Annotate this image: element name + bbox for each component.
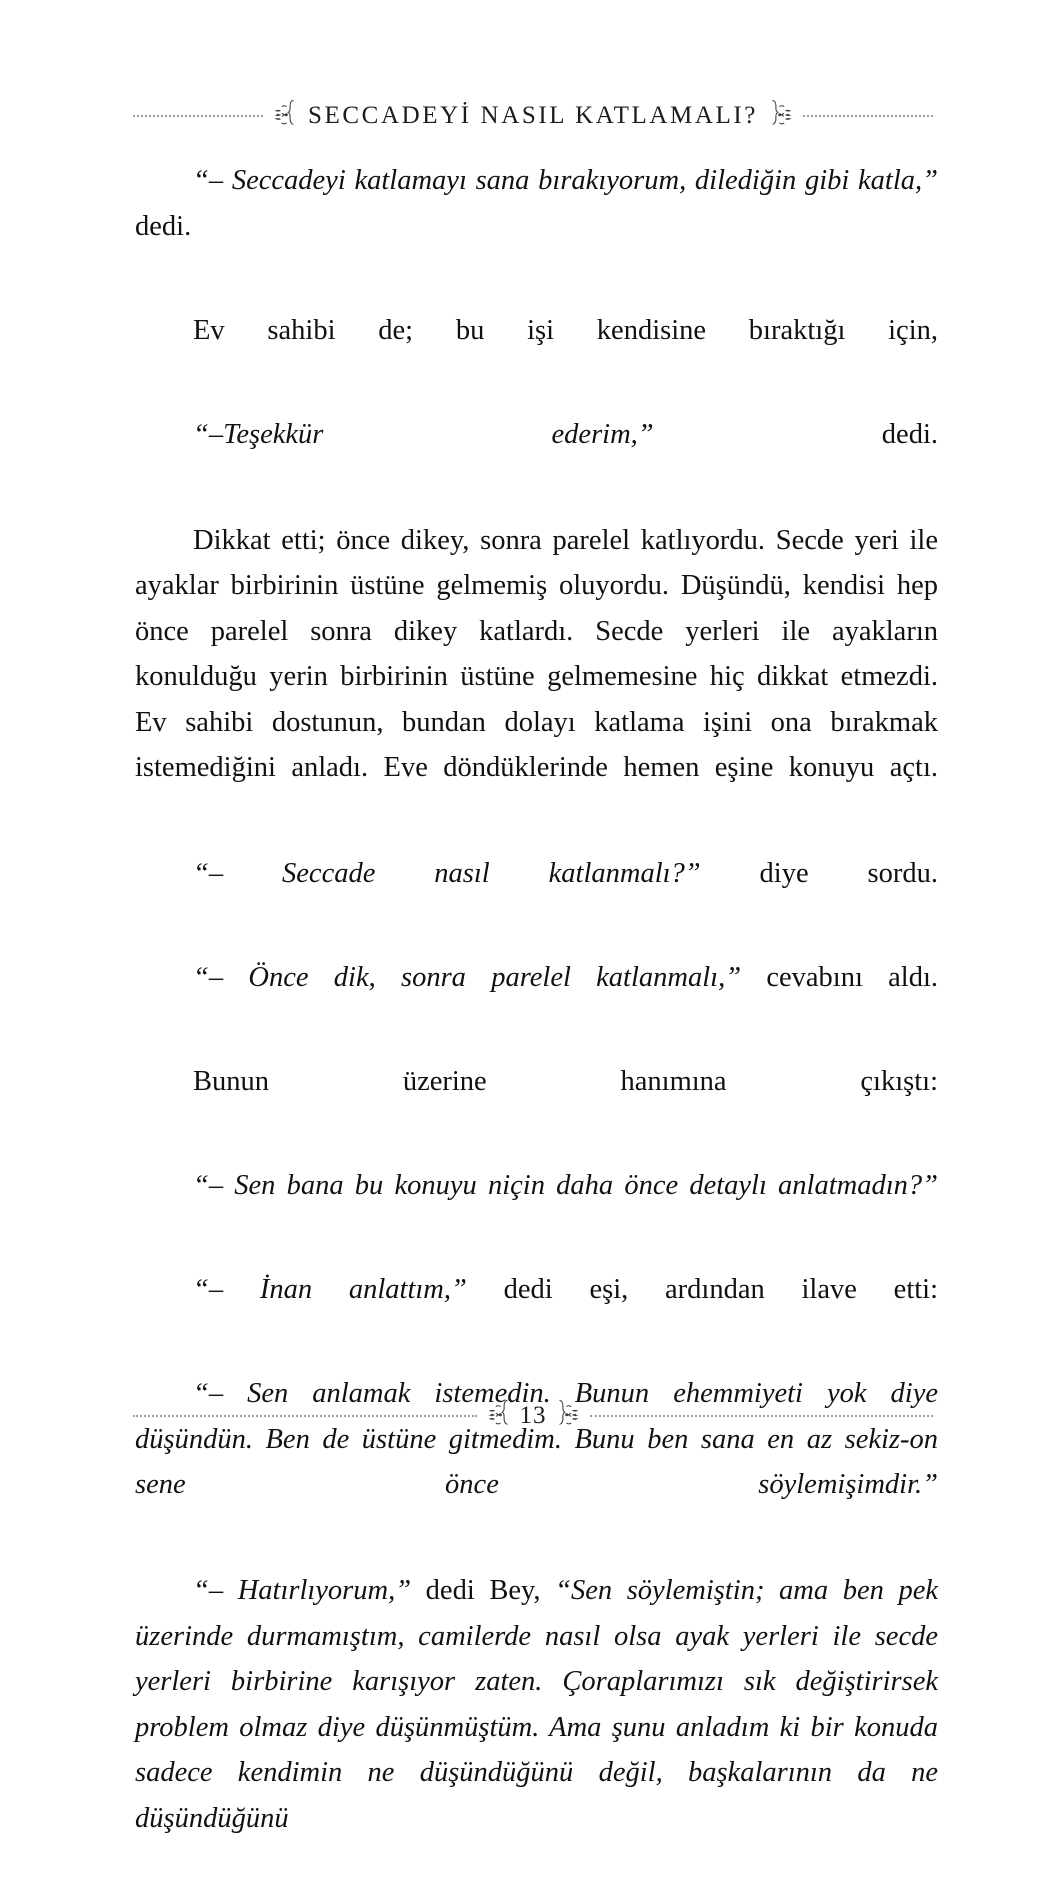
paragraph-1 — [135, 158, 938, 295]
paragraph-6 — [135, 955, 938, 1046]
paragraph-11 — [135, 1568, 938, 1887]
running-head — [133, 92, 933, 138]
page-footer — [133, 1392, 933, 1438]
fleuron-brace-right-icon — [767, 98, 793, 132]
footer-rule-left — [133, 1414, 477, 1417]
header-rule-left — [133, 114, 263, 117]
body-text-column — [135, 158, 938, 1887]
page-title: SECCADEYİ NASIL KATLAMALI? — [308, 101, 758, 129]
paragraph-11-attribution: dedi Bey, — [411, 1575, 556, 1606]
paragraph-9-quote: “– İnan anlattım,” — [193, 1274, 467, 1305]
page-number: 13 — [519, 1401, 547, 1429]
paragraph-7: Bunun üzerine hanımına çıkıştı: — [193, 1066, 938, 1097]
paragraph-6-attribution: cevabını aldı. — [741, 962, 938, 993]
paragraph-8: “– Sen bana bu konuyu niçin daha önce detaylı anlatmadın?” — [193, 1170, 938, 1201]
header-center-group — [263, 98, 803, 132]
paragraph-11-quote-body: “Sen söylemiştin; ama ben pek üzerinde durmamıştım, camilerde nasıl olsa ayak yerleri ile secde yerleri birbirine karışıyor zaten. Çoraplarımızı sık değiştirirsek problem olmaz diye düşünmüştüm. Ama şunu anladım ki bir konuda sadece kendimin ne düşündüğünü değil, başkalarının da ne düşündüğünü — [135, 1575, 938, 1834]
footer-fleuron-brace-left-icon — [487, 1398, 513, 1432]
fleuron-brace-left-icon — [273, 98, 299, 132]
paragraph-10: “– Sen anlamak istemedin. Bunun ehemmiyeti yok diye düşündün. Ben de üstüne gitmedim. Bunu ben sana en az sekiz-on sene önce söylemişimdir.” — [135, 1378, 938, 1500]
paragraph-9-attribution: dedi eşi, ardından ilave etti: — [466, 1274, 938, 1305]
footer-fleuron-brace-right-icon — [554, 1398, 580, 1432]
header-rule-right — [803, 114, 933, 117]
paragraph-1-quote: “– Seccadeyi katlamayı sana bırakıyorum, dilediğin gibi katla,” — [193, 165, 938, 196]
paragraph-3 — [135, 412, 938, 503]
footer-rule-right — [590, 1414, 934, 1417]
paragraph-4: Dikkat etti; önce dikey, sonra parelel katlıyordu. Secde yeri ile ayaklar birbirinin üstüne gelmemiş oluyordu. Düşündü, kendisi hep önce parelel sonra dikey katlardı. Secde yerleri ile ayakların konulduğu yerin birbirinin üstüne gelmemesine hiç dikkat etmezdi. Ev sahibi dostunun, bundan dolayı katlama işini ona bırakmak istemediğini anladı. Eve döndüklerinde hemen eşine konuyu açtı. — [135, 524, 938, 783]
paragraph-11-quote-open: “– Hatırlıyorum,” — [193, 1575, 412, 1606]
paragraph-2: Ev sahibi de; bu işi kendisine bıraktığı için, — [193, 314, 938, 346]
paragraph-5-quote: “– Seccade nasıl katlanmalı?” — [193, 858, 701, 889]
paragraph-1-attribution: dedi. — [135, 210, 192, 242]
footer-center-group — [477, 1398, 590, 1432]
paragraph-3-attribution: dedi. — [653, 418, 938, 450]
paragraph-9 — [135, 1267, 938, 1358]
paragraph-3-quote: “–Teşekkür ederim,” — [193, 418, 654, 450]
paragraph-5 — [135, 851, 938, 942]
paragraph-6-quote: “– Önce dik, sonra parelel katlanmalı,” — [193, 962, 742, 993]
paragraph-5-attribution: diye sordu. — [700, 858, 938, 889]
